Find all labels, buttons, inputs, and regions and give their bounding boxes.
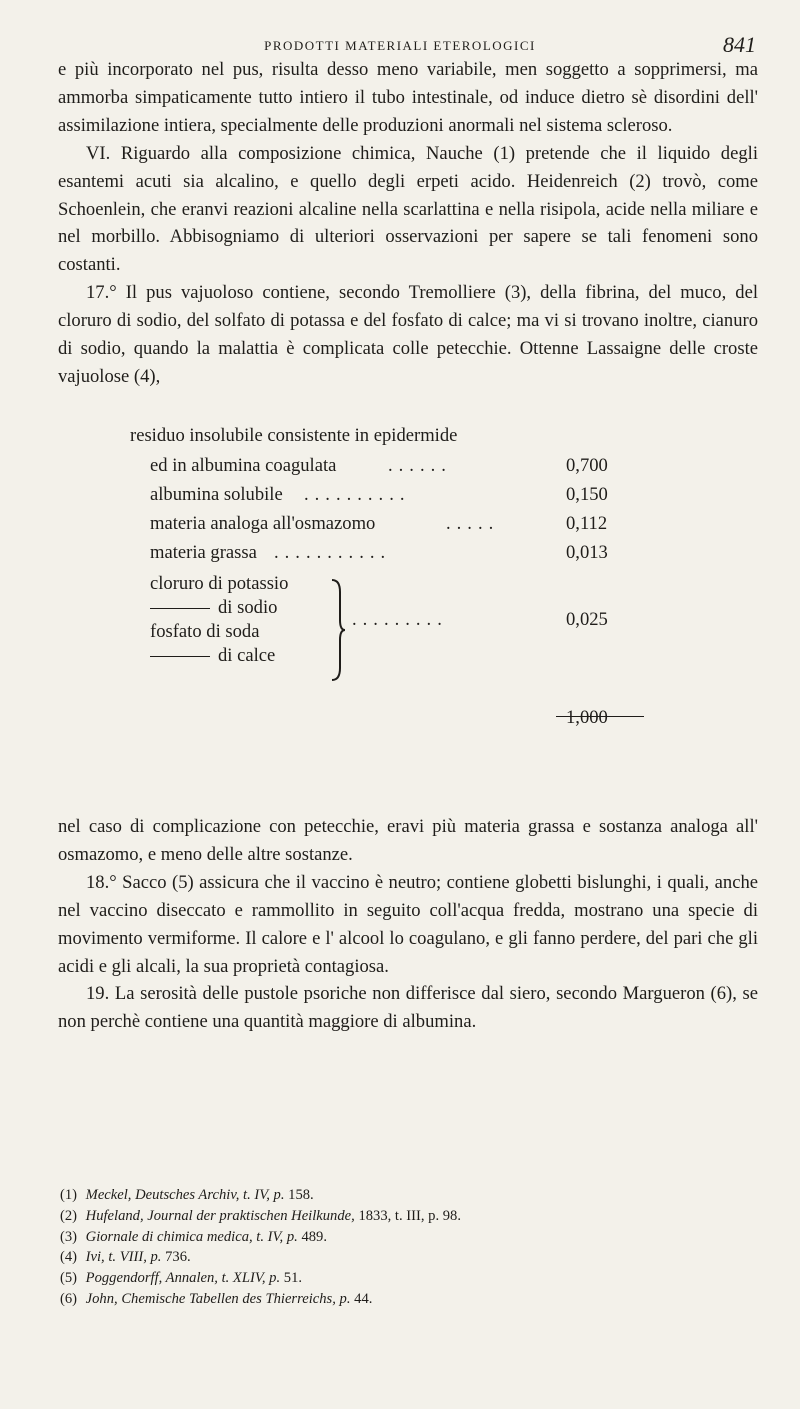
paragraph-continuation: nel caso di complicazione con petecchie, eravi più materia grassa e sostanza analoga all' osmazomo, e meno delle altre sostanze. <box>58 816 758 865</box>
table-value: 0,112 <box>566 513 608 534</box>
table-label-ditto <box>150 597 277 619</box>
footnote: (1) Meckel, Deutsches Archiv, t. IV, p. 158. <box>60 1187 314 1203</box>
table-label: albumina solubile <box>150 484 283 505</box>
paragraph-17: 17.° Il pus vajuoloso contiene, secondo Tremolliere (3), della fibrina, del muco, del cloruro di sodio, del solfato di potassa e del fosfato di calce; ma vi si trovano inoltre, cianuro di sodio, quando la malattia è complicata colle petecchie. Ottenne Lassaigne delle croste vajuolose (4), <box>58 282 758 387</box>
leader-dots: ......... <box>352 609 448 630</box>
table-label: di sodio <box>218 597 278 618</box>
body-text-top <box>58 56 758 391</box>
table-value: 0,025 <box>566 609 608 630</box>
leader-dots: ...... <box>388 455 452 476</box>
table-label: ed in albumina coagulata <box>150 455 337 476</box>
body-text-bottom <box>58 813 758 1036</box>
table-label: materia analoga all'osmazomo <box>150 513 376 534</box>
ditto-dash <box>150 608 210 609</box>
footnotes <box>60 1185 760 1310</box>
table-label: fosfato di soda <box>150 621 260 642</box>
table-value: 0,150 <box>566 484 608 505</box>
footnote: (2) Hufeland, Journal der praktischen Heilkunde, 1833, t. III, p. 98. <box>60 1207 461 1224</box>
table-value: 0,700 <box>566 455 608 476</box>
total-rule <box>556 716 644 717</box>
footnote: (5) Poggendorff, Annalen, t. XLIV, p. 51. <box>60 1270 303 1287</box>
table-label-ditto <box>150 645 275 667</box>
running-title: PRODOTTI MATERIALI ETEROLOGICI <box>264 38 536 53</box>
footnote: (6) John, Chemische Tabellen des Thierreichs, p. 44. <box>60 1290 373 1307</box>
paragraph-vi: VI. Riguardo alla composizione chimica, Nauche (1) pretende che il liquido degli esantemi acuti sia alcalino, e quello degli erpeti acido. Heidenreich (2) trovò, come Schoenlein, che eranvi reazioni alcaline nella scarlattina e nella risipola, acide nella miliare e nel morbillo. Abbisogniamo di ulteriori osservazioni per sapere se tali fenomeni sono costanti. <box>58 142 758 276</box>
curly-brace <box>330 578 346 682</box>
paragraph-19: 19. La serosità delle pustole psoriche non differisce dal siero, secondo Margueron (6), se non perchè contiene una quantità maggiore di albumina. <box>58 983 758 1033</box>
leader-dots: ........... <box>274 542 392 563</box>
leader-dots: .......... <box>304 484 411 505</box>
table-total: 1,000 <box>566 707 608 728</box>
footnote: (3) Giornale di chimica medica, t. IV, p. 489. <box>60 1228 327 1245</box>
table-label: cloruro di potassio <box>150 573 289 594</box>
paragraph-18: 18.° Sacco (5) assicura che il vaccino è neutro; contiene globetti bislunghi, i quali, anche nel vaccino diseccato e rammollito in seguito coll'acqua fredda, mostrano una specie di movimento vermiforme. Il calore e l' alcool lo coagulano, e gli fanno perdere, del pari che gli acidi e gli alcali, la sua proprietà contagiosa. <box>58 871 758 977</box>
table-label: di calce <box>218 645 276 666</box>
ditto-dash <box>150 656 210 657</box>
leader-dots: ..... <box>446 513 500 534</box>
paragraph-continuation: e più incorporato nel pus, risulta desso meno variabile, men soggetto a sopprimersi, ma ammorba simpaticamente tutto intiero il tubo intestinale, od induce dietro sè disordini dell' assimilazione intiera, specialmente delle produzioni anormali nel sistema scleroso. <box>58 59 758 136</box>
footnote: (4) Ivi, t. VIII, p. 736. <box>60 1249 191 1266</box>
table-label: materia grassa <box>150 542 257 563</box>
table-label: residuo insolubile consistente in epidermide <box>130 425 458 446</box>
page-number: 841 <box>723 32 756 57</box>
table-value: 0,013 <box>566 542 608 563</box>
